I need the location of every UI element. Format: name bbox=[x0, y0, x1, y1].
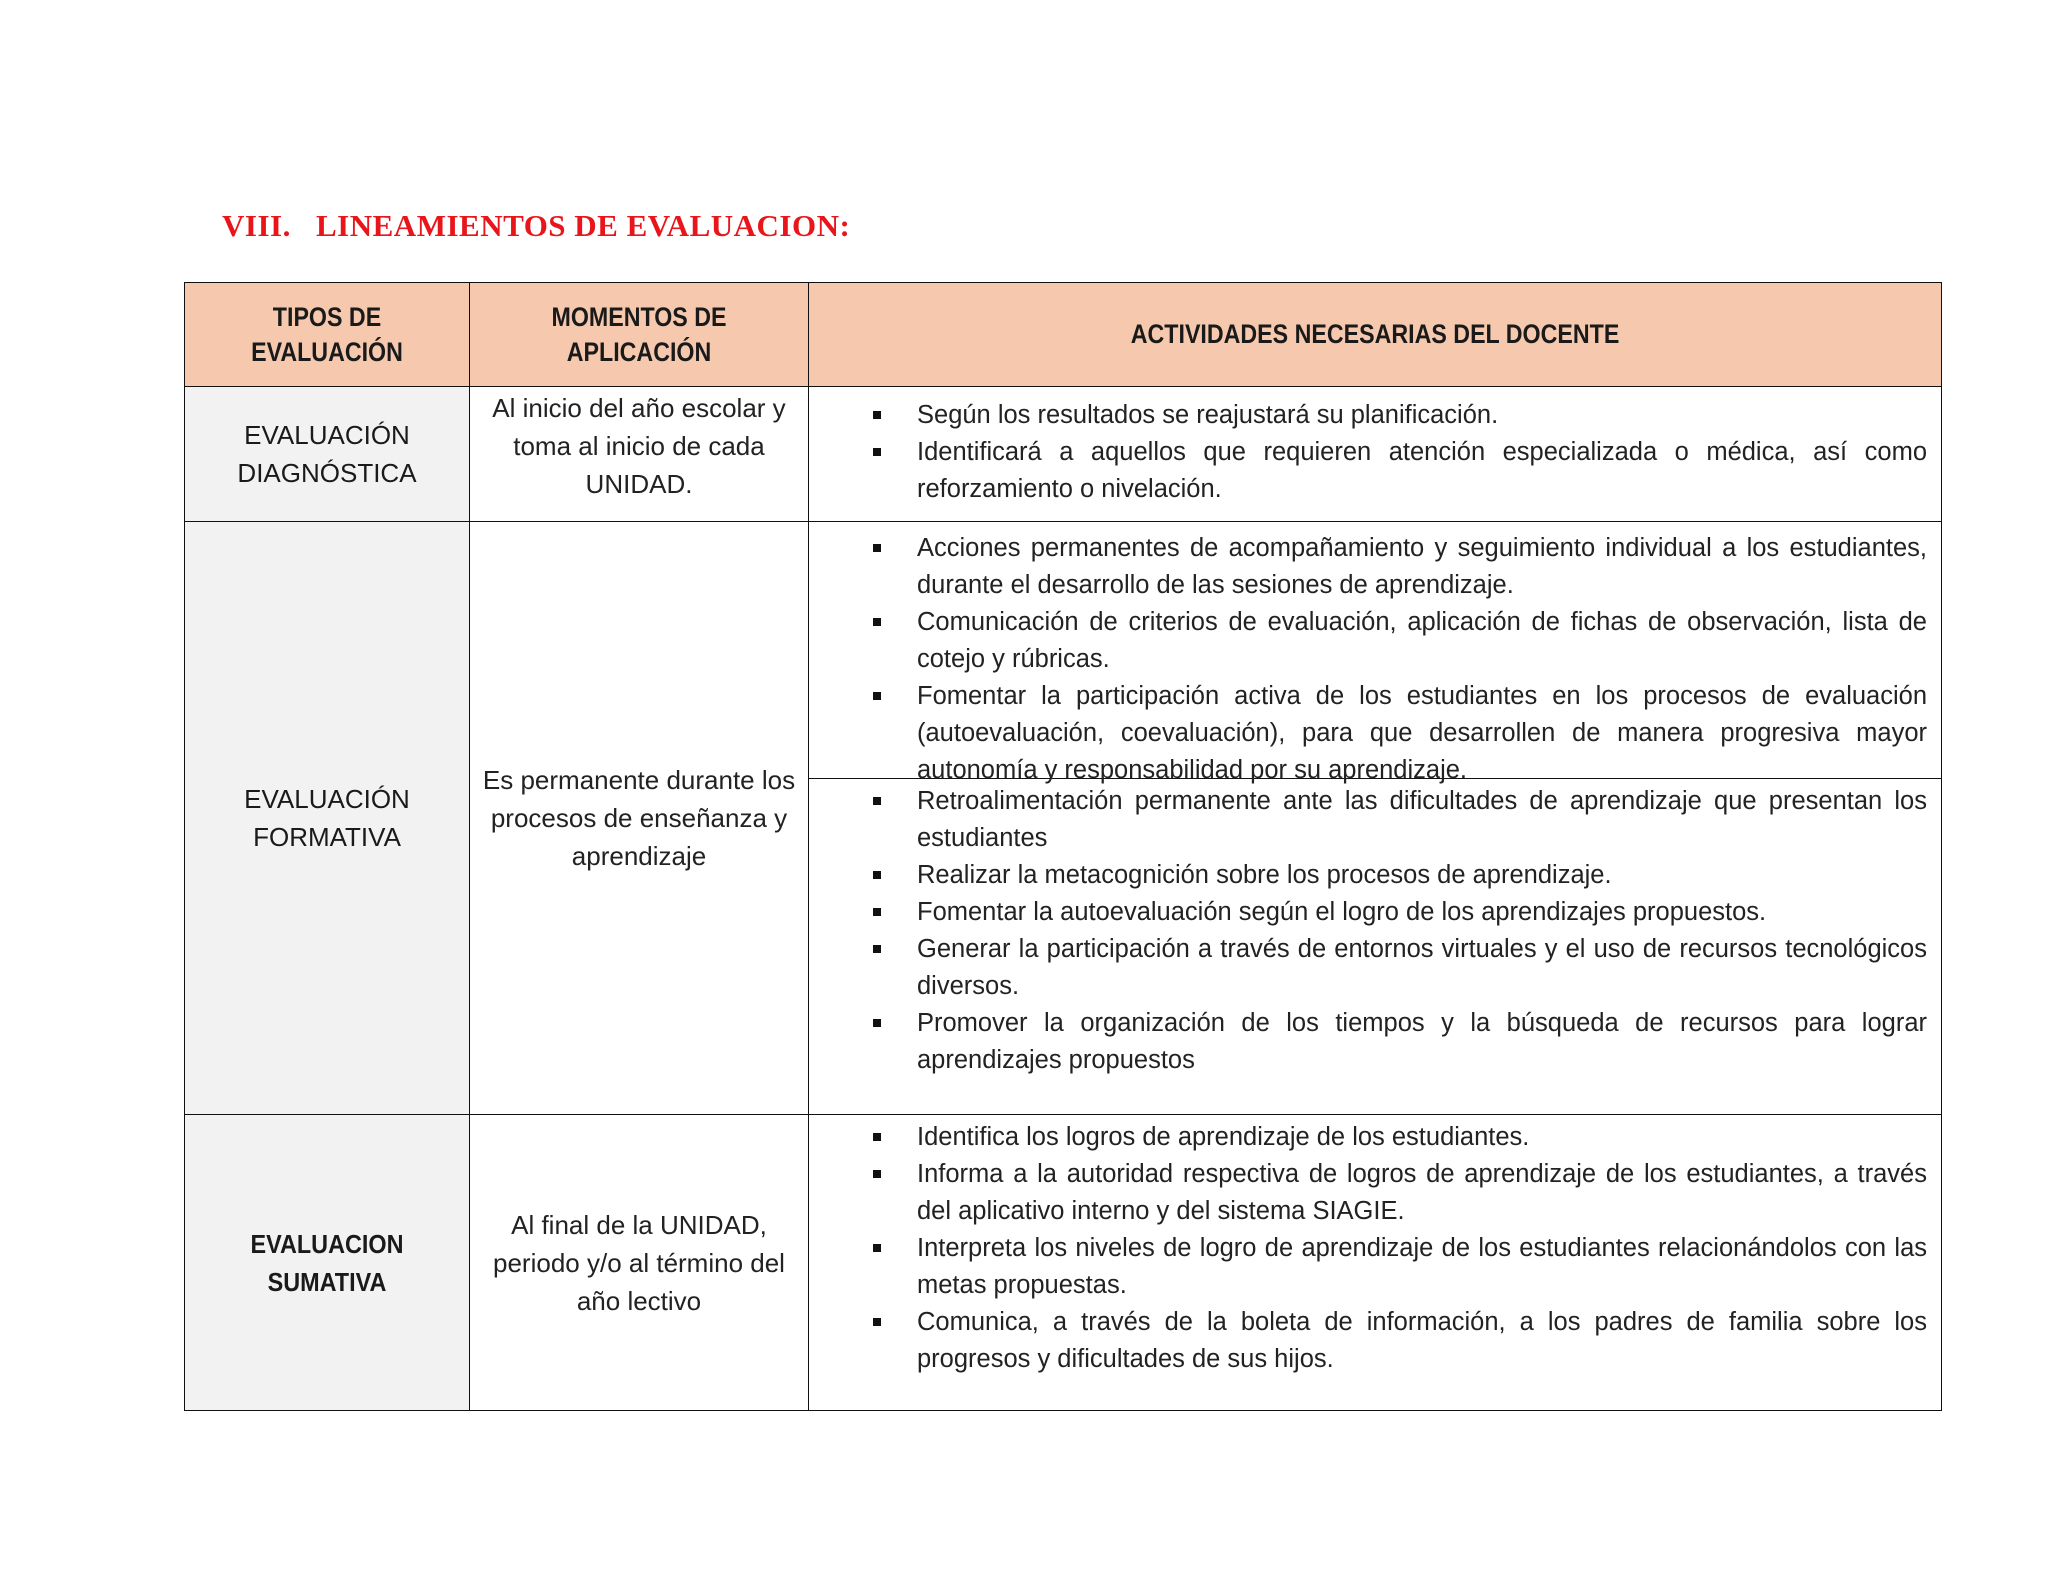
row-type-label: EVALUACIÓN FORMATIVA bbox=[244, 784, 410, 852]
row-moment bbox=[470, 1115, 809, 1411]
list-item-text: Promover la organización de los tiempos y la búsqueda de recursos para lograr aprendizajes propuestos bbox=[917, 1009, 1927, 1074]
list-item-text: Comunica, a través de la boleta de información, a los padres de familia sobre los progresos y dificultades de sus hijos. bbox=[917, 1308, 1927, 1373]
list-item-text: Interpreta los niveles de logro de aprendizaje de los estudiantes relacionándolos con las metas propuestas. bbox=[917, 1234, 1927, 1299]
row-activities bbox=[809, 1115, 1942, 1411]
list-item bbox=[809, 894, 1927, 931]
activity-block bbox=[809, 779, 1941, 1085]
bullet-icon bbox=[873, 411, 881, 419]
bullet-icon bbox=[873, 618, 881, 626]
row-type bbox=[185, 522, 470, 1115]
list-item-text: Según los resultados se reajustará su planificación. bbox=[917, 401, 1499, 429]
row-type bbox=[185, 1115, 470, 1411]
activity-block bbox=[809, 387, 1941, 514]
list-item-text: Fomentar la participación activa de los estudiantes en los procesos de evaluación (autoevaluación, coevaluación), para que desarrollen de manera progresiva mayor autonomía y responsabilidad por su aprendizaje. bbox=[917, 682, 1927, 784]
list-item-text: Fomentar la autoevaluación según el logro de los aprendizajes propuestos. bbox=[917, 898, 1767, 926]
list-item bbox=[809, 530, 1927, 604]
bullet-icon bbox=[873, 797, 881, 805]
list-item bbox=[809, 931, 1927, 1005]
list-item bbox=[809, 434, 1927, 508]
list-item bbox=[809, 783, 1927, 857]
list-item bbox=[809, 1156, 1927, 1230]
table-header-row bbox=[185, 283, 1942, 387]
bullet-icon bbox=[873, 871, 881, 879]
list-item bbox=[809, 857, 1927, 894]
bullet-icon bbox=[873, 1019, 881, 1027]
activity-block bbox=[809, 522, 1941, 784]
table-row bbox=[185, 1115, 1942, 1411]
list-item-text: Identificará a aquellos que requieren atención especializada o médica, así como reforzamiento o nivelación. bbox=[917, 438, 1927, 503]
row-moment-label: Es permanente durante los procesos de enseñanza y aprendizaje bbox=[482, 765, 796, 871]
row-activities bbox=[809, 522, 1942, 1115]
list-item-text: Generar la participación a través de entornos virtuales y el uso de recursos tecnológicos diversos. bbox=[917, 935, 1927, 1000]
header-activities-label: ACTIVIDADES NECESARIAS DEL DOCENTE bbox=[1130, 319, 1620, 349]
bullet-icon bbox=[873, 1244, 881, 1252]
list-item-text: Retroalimentación permanente ante las dificultades de aprendizaje que presentan los estudiantes bbox=[917, 787, 1927, 852]
header-moments bbox=[470, 283, 809, 387]
list-item bbox=[809, 1119, 1927, 1156]
bullet-icon bbox=[873, 945, 881, 953]
row-type-label: EVALUACIÓN DIAGNÓSTICA bbox=[237, 420, 417, 488]
list-item bbox=[809, 604, 1927, 678]
header-types bbox=[185, 283, 470, 387]
list-item-text: Realizar la metacognición sobre los procesos de aprendizaje. bbox=[917, 861, 1612, 889]
row-moment bbox=[470, 522, 809, 1115]
list-item-text: Acciones permanentes de acompañamiento y seguimiento individual a los estudiantes, durante el desarrollo de las sesiones de aprendizaje. bbox=[917, 534, 1927, 599]
section-number: VIII. bbox=[222, 208, 291, 243]
section-title bbox=[222, 208, 850, 244]
list-item-text: Identifica los logros de aprendizaje de los estudiantes. bbox=[917, 1123, 1530, 1151]
list-item bbox=[809, 397, 1927, 434]
activity-block bbox=[809, 1115, 1941, 1384]
header-activities bbox=[809, 283, 1942, 387]
list-item bbox=[809, 1304, 1927, 1378]
bullet-icon bbox=[873, 1170, 881, 1178]
list-item-text: Comunicación de criterios de evaluación, aplicación de fichas de observación, lista de cotejo y rúbricas. bbox=[917, 608, 1927, 673]
header-types-label: TIPOS DE EVALUACIÓN bbox=[251, 301, 403, 367]
bullet-icon bbox=[873, 1133, 881, 1141]
row-type-label: EVALUACION SUMATIVA bbox=[250, 1228, 404, 1297]
table-row bbox=[185, 387, 1942, 522]
row-type bbox=[185, 387, 470, 522]
header-moments-label: MOMENTOS DE APLICACIÓN bbox=[551, 301, 727, 367]
table-row bbox=[185, 522, 1942, 1115]
bullet-icon bbox=[873, 544, 881, 552]
bullet-icon bbox=[873, 908, 881, 916]
list-item-text: Informa a la autoridad respectiva de logros de aprendizaje de los estudiantes, a través del aplicativo interno y del sistema SIAGIE. bbox=[917, 1160, 1927, 1225]
row-moment-label: Al final de la UNIDAD, periodo y/o al término del año lectivo bbox=[493, 1209, 785, 1316]
row-moment-label: Al inicio del año escolar y toma al inicio de cada UNIDAD. bbox=[492, 393, 786, 499]
list-item bbox=[809, 678, 1927, 789]
list-item bbox=[809, 1005, 1927, 1079]
row-activities bbox=[809, 387, 1942, 522]
evaluation-table bbox=[184, 282, 1942, 1411]
section-heading: LINEAMIENTOS DE EVALUACION: bbox=[316, 208, 851, 243]
bullet-icon bbox=[873, 448, 881, 456]
bullet-icon bbox=[873, 692, 881, 700]
list-item bbox=[809, 1230, 1927, 1304]
row-moment bbox=[470, 387, 809, 522]
bullet-icon bbox=[873, 1318, 881, 1326]
